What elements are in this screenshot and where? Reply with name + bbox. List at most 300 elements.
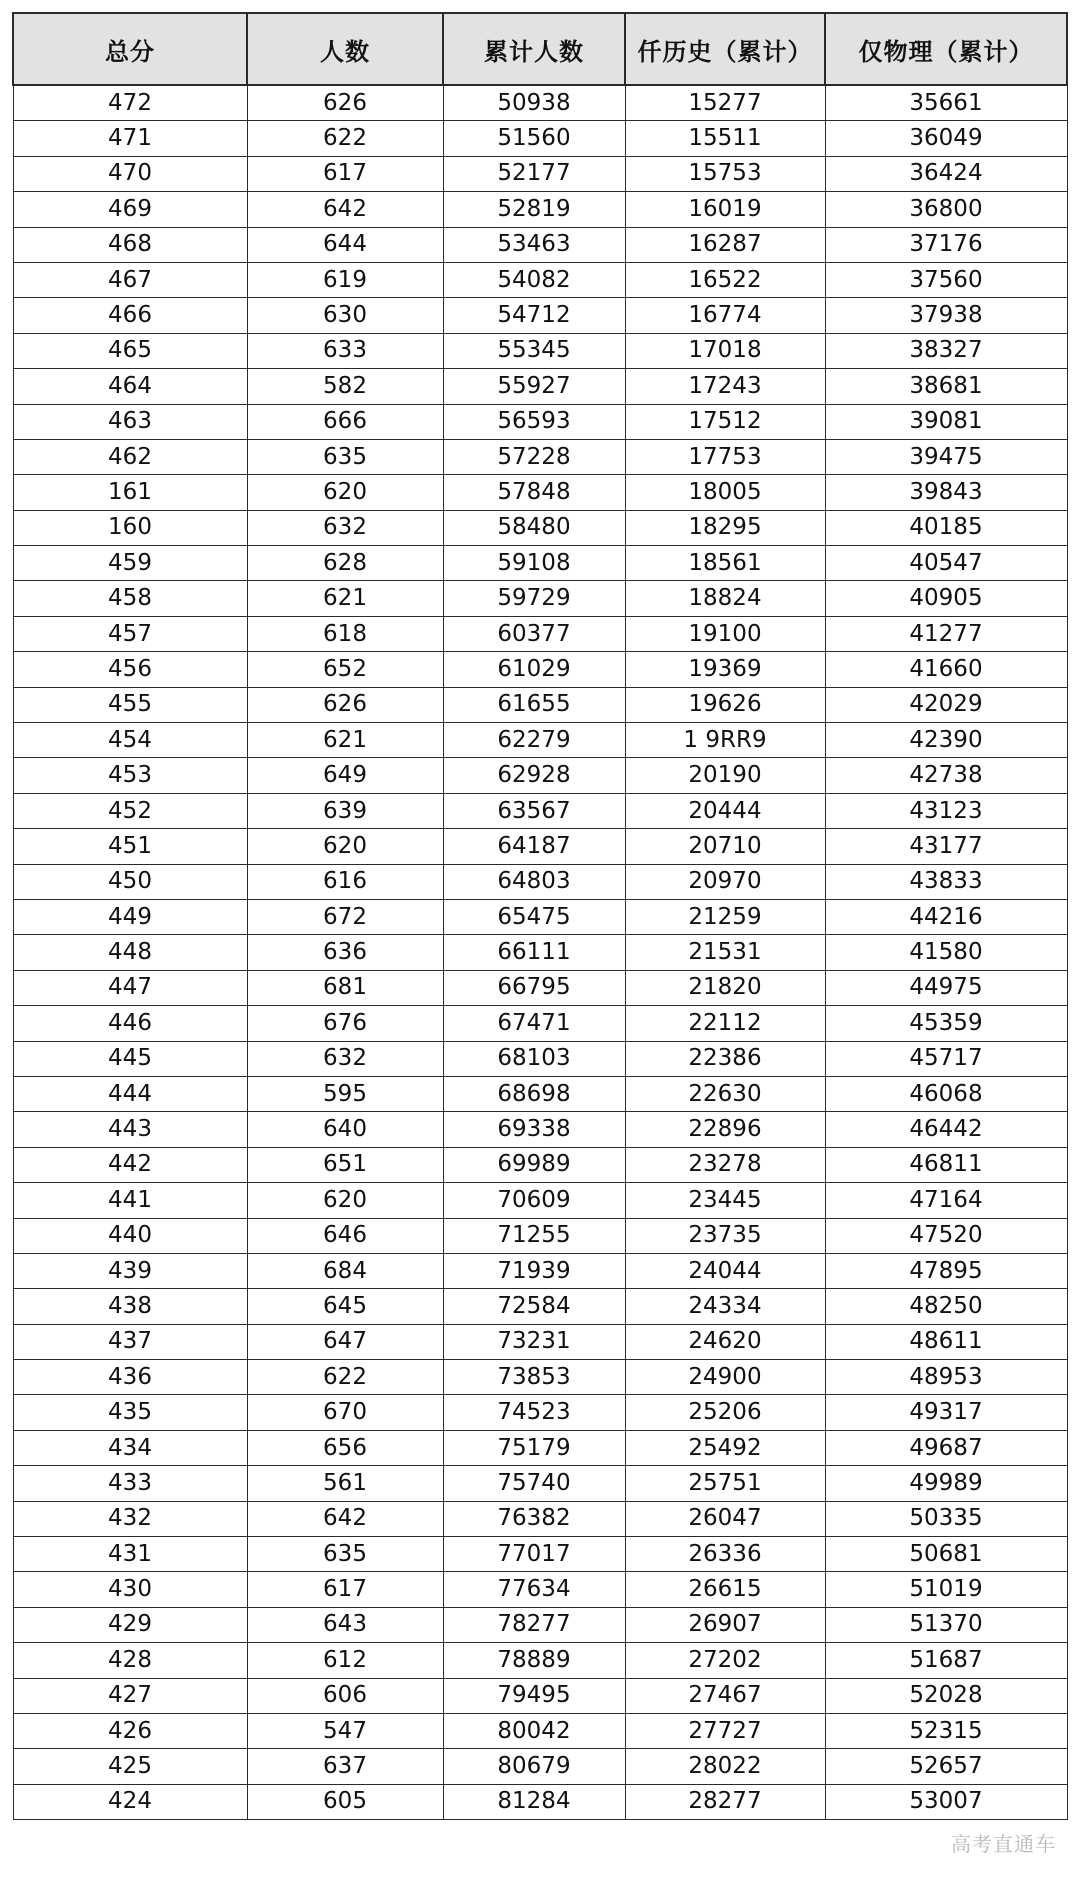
cell-count: 640 — [247, 1112, 443, 1147]
cell-count: 620 — [247, 829, 443, 864]
cell-cumulative-count: 59108 — [443, 546, 625, 581]
table-row — [13, 298, 1067, 333]
table-row — [13, 1395, 1067, 1430]
cell-cumulative-count: 55927 — [443, 369, 625, 404]
cell-cumulative-count: 52177 — [443, 156, 625, 191]
cell-count: 646 — [247, 1218, 443, 1253]
cell-history-cumulative: 25492 — [625, 1430, 825, 1465]
cell-history-cumulative: 16522 — [625, 262, 825, 297]
cell-cumulative-count: 58480 — [443, 510, 625, 545]
cell-history-cumulative: 25751 — [625, 1466, 825, 1501]
cell-count: 684 — [247, 1253, 443, 1288]
cell-history-cumulative: 20970 — [625, 864, 825, 899]
cell-cumulative-count: 69989 — [443, 1147, 625, 1182]
cell-physics-cumulative: 37176 — [825, 227, 1067, 262]
cell-history-cumulative: 28277 — [625, 1784, 825, 1819]
cell-physics-cumulative: 46442 — [825, 1112, 1067, 1147]
cell-history-cumulative: 19369 — [625, 652, 825, 687]
cell-count: 676 — [247, 1006, 443, 1041]
cell-total-score: 455 — [13, 687, 247, 722]
table-row — [13, 1289, 1067, 1324]
cell-cumulative-count: 77634 — [443, 1572, 625, 1607]
cell-cumulative-count: 78277 — [443, 1607, 625, 1642]
cell-physics-cumulative: 47164 — [825, 1183, 1067, 1218]
cell-count: 635 — [247, 439, 443, 474]
table-row — [13, 1643, 1067, 1678]
cell-physics-cumulative: 39475 — [825, 439, 1067, 474]
cell-count: 547 — [247, 1713, 443, 1748]
cell-history-cumulative: 15511 — [625, 121, 825, 156]
cell-total-score: 444 — [13, 1076, 247, 1111]
cell-history-cumulative: 26047 — [625, 1501, 825, 1536]
cell-cumulative-count: 81284 — [443, 1784, 625, 1819]
score-distribution-table — [12, 12, 1068, 1820]
cell-total-score: 456 — [13, 652, 247, 687]
cell-total-score: 432 — [13, 1501, 247, 1536]
cell-history-cumulative: 15277 — [625, 85, 825, 121]
cell-total-score: 439 — [13, 1253, 247, 1288]
table-row — [13, 723, 1067, 758]
table-row — [13, 652, 1067, 687]
cell-cumulative-count: 80042 — [443, 1713, 625, 1748]
cell-history-cumulative: 27467 — [625, 1678, 825, 1713]
cell-cumulative-count: 73853 — [443, 1360, 625, 1395]
cell-history-cumulative: 22112 — [625, 1006, 825, 1041]
table-row — [13, 1006, 1067, 1041]
cell-cumulative-count: 53463 — [443, 227, 625, 262]
cell-total-score: 453 — [13, 758, 247, 793]
cell-total-score: 448 — [13, 935, 247, 970]
cell-physics-cumulative: 37938 — [825, 298, 1067, 333]
cell-count: 606 — [247, 1678, 443, 1713]
header-history-cumulative: 仟历史（累计） — [625, 13, 825, 85]
cell-cumulative-count: 61029 — [443, 652, 625, 687]
table-row — [13, 935, 1067, 970]
cell-cumulative-count: 62279 — [443, 723, 625, 758]
cell-history-cumulative: 23278 — [625, 1147, 825, 1182]
cell-history-cumulative: 16774 — [625, 298, 825, 333]
cell-total-score: 449 — [13, 899, 247, 934]
cell-cumulative-count: 50938 — [443, 85, 625, 121]
cell-count: 632 — [247, 510, 443, 545]
cell-history-cumulative: 17018 — [625, 333, 825, 368]
cell-total-score: 161 — [13, 475, 247, 510]
cell-physics-cumulative: 36424 — [825, 156, 1067, 191]
cell-physics-cumulative: 48250 — [825, 1289, 1067, 1324]
watermark: 高考直通车 — [951, 1832, 1056, 1856]
cell-history-cumulative: 17512 — [625, 404, 825, 439]
table-row — [13, 1324, 1067, 1359]
cell-physics-cumulative: 42390 — [825, 723, 1067, 758]
table-row — [13, 616, 1067, 651]
table-body — [13, 85, 1067, 1820]
cell-total-score: 463 — [13, 404, 247, 439]
cell-history-cumulative: 22896 — [625, 1112, 825, 1147]
cell-count: 637 — [247, 1749, 443, 1784]
table-row — [13, 687, 1067, 722]
cell-history-cumulative: 18561 — [625, 546, 825, 581]
cell-count: 620 — [247, 475, 443, 510]
cell-cumulative-count: 56593 — [443, 404, 625, 439]
cell-count: 630 — [247, 298, 443, 333]
cell-cumulative-count: 65475 — [443, 899, 625, 934]
cell-cumulative-count: 67471 — [443, 1006, 625, 1041]
table-row — [13, 1749, 1067, 1784]
table-row — [13, 1501, 1067, 1536]
table-row — [13, 333, 1067, 368]
cell-total-score: 430 — [13, 1572, 247, 1607]
cell-total-score: 160 — [13, 510, 247, 545]
cell-physics-cumulative: 47520 — [825, 1218, 1067, 1253]
cell-physics-cumulative: 42029 — [825, 687, 1067, 722]
cell-total-score: 441 — [13, 1183, 247, 1218]
cell-count: 616 — [247, 864, 443, 899]
cell-physics-cumulative: 41660 — [825, 652, 1067, 687]
cell-physics-cumulative: 38327 — [825, 333, 1067, 368]
cell-count: 635 — [247, 1537, 443, 1572]
table-row — [13, 793, 1067, 828]
cell-total-score: 431 — [13, 1537, 247, 1572]
cell-history-cumulative: 25206 — [625, 1395, 825, 1430]
table-row — [13, 1430, 1067, 1465]
cell-cumulative-count: 57228 — [443, 439, 625, 474]
cell-cumulative-count: 51560 — [443, 121, 625, 156]
cell-count: 621 — [247, 723, 443, 758]
cell-count: 649 — [247, 758, 443, 793]
cell-cumulative-count: 57848 — [443, 475, 625, 510]
table-row — [13, 121, 1067, 156]
cell-total-score: 459 — [13, 546, 247, 581]
cell-total-score: 435 — [13, 1395, 247, 1430]
cell-count: 642 — [247, 1501, 443, 1536]
cell-count: 617 — [247, 156, 443, 191]
cell-cumulative-count: 75179 — [443, 1430, 625, 1465]
cell-physics-cumulative: 43177 — [825, 829, 1067, 864]
cell-count: 647 — [247, 1324, 443, 1359]
cell-physics-cumulative: 52028 — [825, 1678, 1067, 1713]
cell-physics-cumulative: 48953 — [825, 1360, 1067, 1395]
table-row — [13, 758, 1067, 793]
cell-history-cumulative: 24900 — [625, 1360, 825, 1395]
table-row — [13, 1041, 1067, 1076]
cell-history-cumulative: 24620 — [625, 1324, 825, 1359]
cell-physics-cumulative: 43123 — [825, 793, 1067, 828]
table-row — [13, 192, 1067, 227]
cell-history-cumulative: 23445 — [625, 1183, 825, 1218]
cell-physics-cumulative: 41580 — [825, 935, 1067, 970]
table-row — [13, 1607, 1067, 1642]
cell-history-cumulative: 19626 — [625, 687, 825, 722]
cell-history-cumulative: 1 9RR9 — [625, 723, 825, 758]
table-row — [13, 1713, 1067, 1748]
cell-cumulative-count: 70609 — [443, 1183, 625, 1218]
cell-physics-cumulative: 49989 — [825, 1466, 1067, 1501]
table-row — [13, 1572, 1067, 1607]
cell-history-cumulative: 24334 — [625, 1289, 825, 1324]
cell-total-score: 443 — [13, 1112, 247, 1147]
cell-count: 670 — [247, 1395, 443, 1430]
cell-total-score: 433 — [13, 1466, 247, 1501]
cell-count: 644 — [247, 227, 443, 262]
header-count: 人数 — [247, 13, 443, 85]
table-row — [13, 439, 1067, 474]
table-row — [13, 510, 1067, 545]
cell-total-score: 472 — [13, 85, 247, 121]
table-row — [13, 156, 1067, 191]
cell-count: 595 — [247, 1076, 443, 1111]
table-header — [13, 13, 1067, 85]
cell-physics-cumulative: 51370 — [825, 1607, 1067, 1642]
cell-history-cumulative: 16287 — [625, 227, 825, 262]
table-row — [13, 970, 1067, 1005]
cell-count: 622 — [247, 1360, 443, 1395]
table-row — [13, 546, 1067, 581]
table-row — [13, 369, 1067, 404]
table-row — [13, 1360, 1067, 1395]
cell-cumulative-count: 73231 — [443, 1324, 625, 1359]
cell-physics-cumulative: 51019 — [825, 1572, 1067, 1607]
cell-count: 621 — [247, 581, 443, 616]
cell-history-cumulative: 21259 — [625, 899, 825, 934]
cell-history-cumulative: 20444 — [625, 793, 825, 828]
cell-total-score: 466 — [13, 298, 247, 333]
cell-count: 619 — [247, 262, 443, 297]
cell-history-cumulative: 21820 — [625, 970, 825, 1005]
table-row — [13, 1537, 1067, 1572]
cell-physics-cumulative: 45717 — [825, 1041, 1067, 1076]
cell-history-cumulative: 18295 — [625, 510, 825, 545]
cell-count: 612 — [247, 1643, 443, 1678]
cell-total-score: 451 — [13, 829, 247, 864]
cell-count: 642 — [247, 192, 443, 227]
cell-total-score: 438 — [13, 1289, 247, 1324]
cell-total-score: 424 — [13, 1784, 247, 1819]
cell-physics-cumulative: 37560 — [825, 262, 1067, 297]
cell-count: 620 — [247, 1183, 443, 1218]
cell-physics-cumulative: 44216 — [825, 899, 1067, 934]
cell-physics-cumulative: 41277 — [825, 616, 1067, 651]
cell-total-score: 447 — [13, 970, 247, 1005]
cell-cumulative-count: 59729 — [443, 581, 625, 616]
table-row — [13, 1253, 1067, 1288]
cell-count: 618 — [247, 616, 443, 651]
table-row — [13, 1112, 1067, 1147]
cell-physics-cumulative: 52657 — [825, 1749, 1067, 1784]
table-row — [13, 899, 1067, 934]
cell-count: 656 — [247, 1430, 443, 1465]
cell-total-score: 468 — [13, 227, 247, 262]
cell-history-cumulative: 17753 — [625, 439, 825, 474]
cell-history-cumulative: 26336 — [625, 1537, 825, 1572]
cell-physics-cumulative: 49317 — [825, 1395, 1067, 1430]
cell-total-score: 445 — [13, 1041, 247, 1076]
cell-count: 617 — [247, 1572, 443, 1607]
cell-count: 651 — [247, 1147, 443, 1182]
cell-cumulative-count: 79495 — [443, 1678, 625, 1713]
cell-count: 652 — [247, 652, 443, 687]
cell-physics-cumulative: 40185 — [825, 510, 1067, 545]
cell-history-cumulative: 18005 — [625, 475, 825, 510]
cell-total-score: 462 — [13, 439, 247, 474]
cell-total-score: 429 — [13, 1607, 247, 1642]
cell-physics-cumulative: 46068 — [825, 1076, 1067, 1111]
cell-history-cumulative: 20190 — [625, 758, 825, 793]
cell-physics-cumulative: 46811 — [825, 1147, 1067, 1182]
table-row — [13, 475, 1067, 510]
cell-history-cumulative: 20710 — [625, 829, 825, 864]
table-row — [13, 1147, 1067, 1182]
cell-count: 666 — [247, 404, 443, 439]
cell-total-score: 428 — [13, 1643, 247, 1678]
cell-physics-cumulative: 52315 — [825, 1713, 1067, 1748]
table-row — [13, 1183, 1067, 1218]
cell-history-cumulative: 18824 — [625, 581, 825, 616]
cell-total-score: 458 — [13, 581, 247, 616]
table-row — [13, 404, 1067, 439]
header-row — [13, 13, 1067, 85]
cell-total-score: 436 — [13, 1360, 247, 1395]
table-row — [13, 85, 1067, 121]
cell-count: 605 — [247, 1784, 443, 1819]
cell-physics-cumulative: 47895 — [825, 1253, 1067, 1288]
cell-cumulative-count: 61655 — [443, 687, 625, 722]
table-row — [13, 829, 1067, 864]
cell-physics-cumulative: 50681 — [825, 1537, 1067, 1572]
cell-total-score: 426 — [13, 1713, 247, 1748]
cell-history-cumulative: 21531 — [625, 935, 825, 970]
cell-total-score: 452 — [13, 793, 247, 828]
cell-history-cumulative: 27202 — [625, 1643, 825, 1678]
cell-count: 672 — [247, 899, 443, 934]
cell-cumulative-count: 71939 — [443, 1253, 625, 1288]
cell-cumulative-count: 66111 — [443, 935, 625, 970]
cell-cumulative-count: 63567 — [443, 793, 625, 828]
cell-history-cumulative: 16019 — [625, 192, 825, 227]
cell-physics-cumulative: 35661 — [825, 85, 1067, 121]
cell-cumulative-count: 78889 — [443, 1643, 625, 1678]
cell-cumulative-count: 69338 — [443, 1112, 625, 1147]
cell-total-score: 469 — [13, 192, 247, 227]
cell-total-score: 425 — [13, 1749, 247, 1784]
cell-history-cumulative: 28022 — [625, 1749, 825, 1784]
table-row — [13, 1466, 1067, 1501]
cell-count: 636 — [247, 935, 443, 970]
table-row — [13, 1076, 1067, 1111]
cell-history-cumulative: 22386 — [625, 1041, 825, 1076]
cell-cumulative-count: 64803 — [443, 864, 625, 899]
cell-history-cumulative: 15753 — [625, 156, 825, 191]
cell-cumulative-count: 55345 — [443, 333, 625, 368]
cell-total-score: 427 — [13, 1678, 247, 1713]
cell-physics-cumulative: 43833 — [825, 864, 1067, 899]
cell-cumulative-count: 74523 — [443, 1395, 625, 1430]
cell-physics-cumulative: 36800 — [825, 192, 1067, 227]
cell-history-cumulative: 19100 — [625, 616, 825, 651]
cell-cumulative-count: 80679 — [443, 1749, 625, 1784]
cell-cumulative-count: 66795 — [443, 970, 625, 1005]
cell-count: 681 — [247, 970, 443, 1005]
cell-cumulative-count: 77017 — [443, 1537, 625, 1572]
cell-physics-cumulative: 40547 — [825, 546, 1067, 581]
cell-cumulative-count: 75740 — [443, 1466, 625, 1501]
cell-total-score: 457 — [13, 616, 247, 651]
cell-cumulative-count: 62928 — [443, 758, 625, 793]
cell-physics-cumulative: 48611 — [825, 1324, 1067, 1359]
cell-history-cumulative: 27727 — [625, 1713, 825, 1748]
header-cumulative-count: 累计人数 — [443, 13, 625, 85]
cell-total-score: 434 — [13, 1430, 247, 1465]
cell-cumulative-count: 60377 — [443, 616, 625, 651]
cell-count: 632 — [247, 1041, 443, 1076]
cell-count: 628 — [247, 546, 443, 581]
cell-cumulative-count: 72584 — [443, 1289, 625, 1324]
cell-history-cumulative: 22630 — [625, 1076, 825, 1111]
cell-total-score: 442 — [13, 1147, 247, 1182]
header-physics-cumulative: 仅物理（累计） — [825, 13, 1067, 85]
table-row — [13, 864, 1067, 899]
cell-count: 645 — [247, 1289, 443, 1324]
cell-physics-cumulative: 44975 — [825, 970, 1067, 1005]
cell-cumulative-count: 64187 — [443, 829, 625, 864]
cell-count: 582 — [247, 369, 443, 404]
cell-history-cumulative: 24044 — [625, 1253, 825, 1288]
cell-total-score: 454 — [13, 723, 247, 758]
cell-physics-cumulative: 39843 — [825, 475, 1067, 510]
table-row — [13, 1218, 1067, 1253]
cell-physics-cumulative: 45359 — [825, 1006, 1067, 1041]
header-total-score: 总分 — [13, 13, 247, 85]
cell-cumulative-count: 54082 — [443, 262, 625, 297]
cell-count: 633 — [247, 333, 443, 368]
cell-total-score: 446 — [13, 1006, 247, 1041]
cell-cumulative-count: 68103 — [443, 1041, 625, 1076]
cell-history-cumulative: 17243 — [625, 369, 825, 404]
cell-cumulative-count: 52819 — [443, 192, 625, 227]
cell-count: 561 — [247, 1466, 443, 1501]
cell-cumulative-count: 54712 — [443, 298, 625, 333]
cell-physics-cumulative: 53007 — [825, 1784, 1067, 1819]
cell-count: 622 — [247, 121, 443, 156]
table-row — [13, 227, 1067, 262]
cell-total-score: 450 — [13, 864, 247, 899]
cell-count: 626 — [247, 687, 443, 722]
cell-physics-cumulative: 40905 — [825, 581, 1067, 616]
cell-history-cumulative: 23735 — [625, 1218, 825, 1253]
cell-total-score: 467 — [13, 262, 247, 297]
cell-total-score: 471 — [13, 121, 247, 156]
cell-total-score: 470 — [13, 156, 247, 191]
cell-cumulative-count: 68698 — [443, 1076, 625, 1111]
cell-count: 626 — [247, 85, 443, 121]
cell-physics-cumulative: 39081 — [825, 404, 1067, 439]
cell-physics-cumulative: 42738 — [825, 758, 1067, 793]
cell-physics-cumulative: 36049 — [825, 121, 1067, 156]
cell-history-cumulative: 26907 — [625, 1607, 825, 1642]
table-row — [13, 262, 1067, 297]
cell-cumulative-count: 71255 — [443, 1218, 625, 1253]
cell-physics-cumulative: 51687 — [825, 1643, 1067, 1678]
cell-total-score: 464 — [13, 369, 247, 404]
cell-total-score: 437 — [13, 1324, 247, 1359]
table-row — [13, 581, 1067, 616]
table-row — [13, 1678, 1067, 1713]
table-row — [13, 1784, 1067, 1819]
cell-history-cumulative: 26615 — [625, 1572, 825, 1607]
cell-physics-cumulative: 50335 — [825, 1501, 1067, 1536]
cell-cumulative-count: 76382 — [443, 1501, 625, 1536]
cell-physics-cumulative: 38681 — [825, 369, 1067, 404]
cell-count: 643 — [247, 1607, 443, 1642]
